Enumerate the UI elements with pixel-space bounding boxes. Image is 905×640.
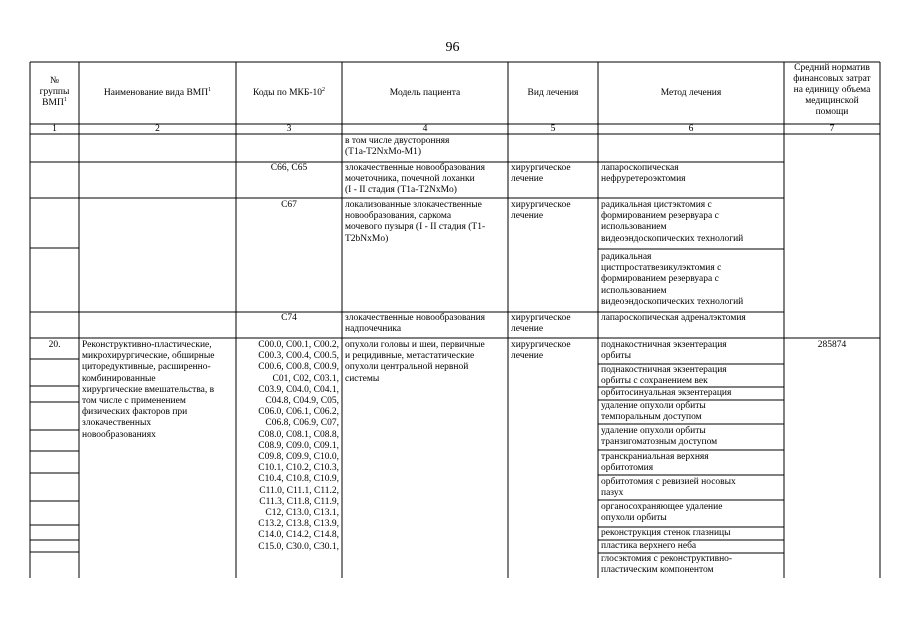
col-number-2: 2	[155, 124, 160, 134]
method-item: органосохраняющее удаление опухоли орбиты	[601, 502, 723, 524]
header-col1: № группы ВМП$^1$	[39, 76, 70, 108]
row-c66-model: злокачественные новообразования мочеточника, почечной лоханки (I - II стадия (T1a-T2NxMo)	[345, 163, 486, 196]
col-number-4: 4	[422, 124, 428, 134]
method-item: реконструкция стенок глазницы	[601, 528, 731, 538]
group-20-kind: хирургическое лечение	[511, 340, 571, 362]
method-item: удаление опухоли орбиты транзигоматозным доступом	[601, 426, 718, 448]
model-continuation: в том числе двусторонняя (T1a-T2NxMo-M1)	[345, 136, 450, 158]
group-20-number: 20.	[48, 340, 61, 350]
row-c66-kind: хирургическое лечение	[511, 163, 571, 185]
method-item: глосэктомия с реконструктивно- пластическим компонентом	[601, 554, 733, 576]
method-item: поднакостничная экзентерация орбиты с сохранением век	[601, 365, 727, 387]
header-col4: Модель пациента	[389, 88, 461, 98]
row-c74-model: злокачественные новообразования надпочечника	[345, 313, 486, 335]
group-20-codes: С00.0, С00.1, С00.2, С00.3, С00.4, С00.5, С00.6, С00.8, С00.9, С01, С02, С03.1, С03.9, С04.0, С04.1, С04.8, С04.9, С05, С06.0, С06.1, С06.2, С06.8, С06.9, С07, С08.0, С08.1, С08.8, С08.9, С09.0, С09.1, С09.8, С09.9, С10.0, С10.1, С10.2, С10.3, С10.4, С10.8, С10.9, С11.0, С11.1, С11.2, С11.3, С11.8, С11.9, С12, С13.0, С13.1, С13.2, С13.8, С13.9, С14.0, С14.2, С14.8, С15.0, С30.0, С30.1,	[258, 340, 339, 552]
header-col2: Наименование вида ВМП$^1$	[103, 86, 212, 98]
group-20-cost: 285874	[817, 340, 847, 350]
method-item: орбитотомия с ревизией носовых пазух	[601, 477, 736, 499]
method-item: поднакостничная экзентерация орбиты	[601, 340, 727, 362]
row-c66-method: лапароскопическая нефруретероэктомия	[601, 163, 686, 185]
row-c67-kind: хирургическое лечение	[511, 200, 571, 222]
col-number-5: 5	[550, 124, 556, 134]
group-20-name: Реконструктивно-пластические, микрохирургические, обширные циторедуктивные, расширенно- комбинированные хирургические вмешательства, в том числе с применением физических факторов при злокачественных новообразованиях	[82, 340, 215, 440]
row-c67-model: локализованные злокачественные новообразования, саркома мочевого пузыря (I - II стадия (T1- T2bNxMo)	[345, 200, 486, 244]
header-col6: Метод лечения	[660, 88, 722, 98]
method-item: орбитосинуальная экзентерация	[601, 388, 732, 398]
row-c67-codes: С67	[281, 200, 297, 210]
row-c74-method: лапароскопическая адреналэктомия	[601, 313, 746, 323]
method-item: транскраниальная верхняя орбитотомия	[601, 452, 709, 474]
header-col3: Коды по МКБ-$10^2$	[252, 86, 326, 98]
method-item: удаление опухоли орбиты темпоральным доступом	[601, 401, 706, 423]
row-c67-method-b: радикальная цистпростатвезикулэктомия с формированием резервуара с использованием видеоэндоскопических технологий	[601, 252, 744, 307]
row-c66-codes: С66, С65	[270, 163, 308, 173]
header-col7: Средний норматив финансовых затрат на единицу объема медицинской помощи	[793, 63, 871, 117]
page-number: 96	[445, 40, 460, 55]
row-c67-method-a: радикальная цистэктомия с формированием резервуара с использованием видеоэндоскопических технологий	[601, 200, 744, 244]
col-number-1: 1	[52, 124, 57, 134]
col-number-7: 7	[829, 124, 835, 134]
group-20-model: опухоли головы и шеи, первичные и рецидивные, метастатические опухоли центральной нервной системы	[345, 340, 485, 384]
row-c74-codes: С74	[281, 313, 297, 323]
method-item: пластика верхнего неба	[601, 541, 697, 551]
header-col5: Вид лечения	[527, 88, 579, 98]
row-c74-kind: хирургическое лечение	[511, 313, 571, 335]
col-number-6: 6	[688, 124, 694, 134]
col-number-3: 3	[286, 124, 292, 134]
